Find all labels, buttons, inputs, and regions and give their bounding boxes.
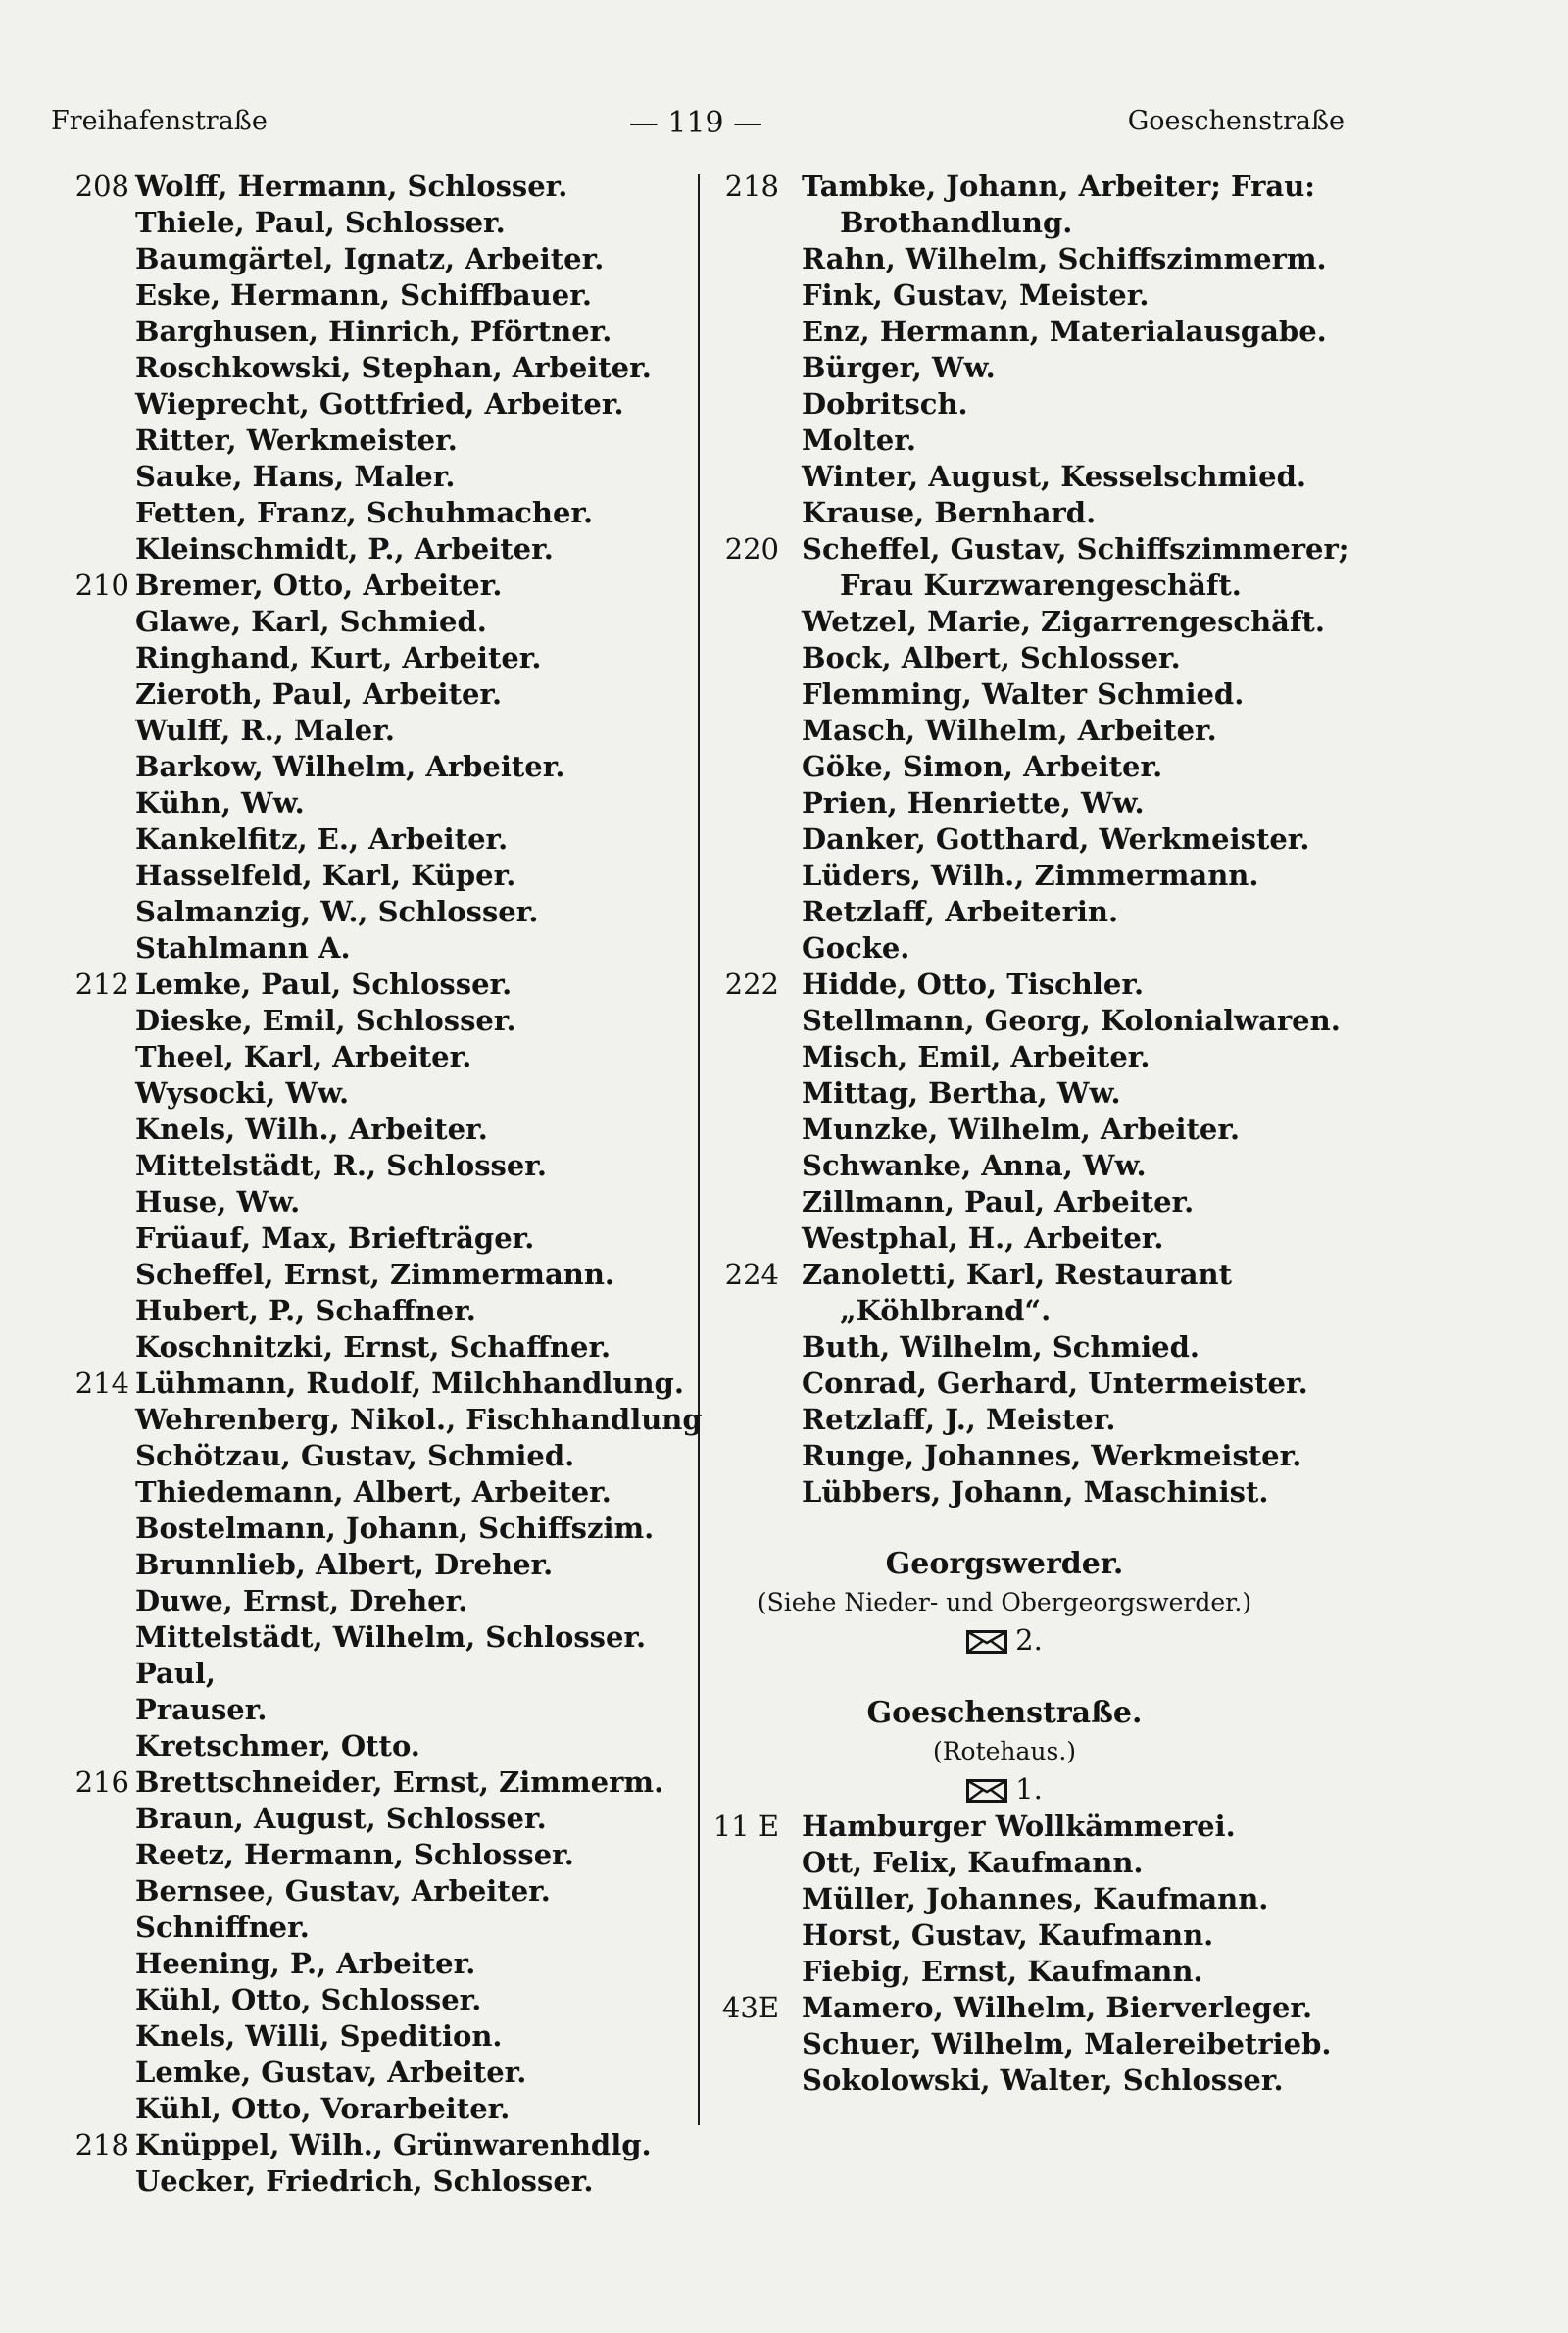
- resident-entry: Wehrenberg, Nikol., Fischhandlung: [135, 1403, 703, 1436]
- resident-entry: Bremer, Otto, Arbeiter.: [135, 569, 503, 602]
- house-number: 212: [74, 968, 129, 1001]
- directory-entry: [51, 1946, 688, 1982]
- directory-entry: [710, 277, 1348, 314]
- resident-entry: Lüders, Wilh., Zimmermann.: [802, 859, 1259, 892]
- resident-entry: Runge, Johannes, Werkmeister.: [802, 1439, 1302, 1472]
- resident-entry: Zillmann, Paul, Arbeiter.: [802, 1185, 1195, 1218]
- resident-entry: Früauf, Max, Briefträger.: [135, 1221, 535, 1255]
- resident-entry: Wysocki, Ww.: [135, 1076, 350, 1110]
- house-number: 222: [724, 968, 779, 1001]
- house-number: 214: [74, 1366, 129, 1400]
- directory-entry: [710, 386, 1348, 422]
- house-number: 43E: [721, 1991, 779, 2024]
- directory-entry: [51, 568, 688, 604]
- directory-entry: [51, 858, 688, 894]
- resident-entry: Ritter, Werkmeister.: [135, 423, 458, 457]
- resident-entry: Danker, Gotthard, Werkmeister.: [802, 822, 1310, 856]
- directory-entry: [51, 2055, 688, 2091]
- resident-entry: Schwanke, Anna, Ww.: [802, 1149, 1147, 1182]
- resident-entry: Bernsee, Gustav, Arbeiter.: [135, 1874, 551, 1908]
- directory-entry: [710, 604, 1348, 640]
- postal-zone-number: 2.: [1015, 1623, 1043, 1657]
- resident-entry: Hamburger Wollkämmerei.: [802, 1810, 1236, 1843]
- resident-entry: Munzke, Wilhelm, Arbeiter.: [802, 1113, 1241, 1146]
- resident-entry: Brettschneider, Ernst, Zimmerm.: [135, 1765, 664, 1799]
- directory-entry: [51, 640, 688, 676]
- resident-entry: Kühl, Otto, Schlosser.: [135, 1983, 482, 2016]
- directory-entry: [710, 169, 1348, 205]
- directory-entry: [51, 459, 688, 495]
- resident-entry: Tambke, Johann, Arbeiter; Frau:: [802, 170, 1315, 203]
- resident-entry: Kankelfitz, E., Arbeiter.: [135, 822, 509, 856]
- resident-entry: Horst, Gustav, Kaufmann.: [802, 1918, 1214, 1952]
- resident-entry: Brothandlung.: [840, 206, 1073, 239]
- resident-entry: Thiele, Paul, Schlosser.: [135, 206, 506, 239]
- directory-entry: [51, 1148, 688, 1184]
- directory-entry: [51, 1801, 688, 1837]
- directory-entry: [710, 1881, 1348, 1917]
- resident-entry: Stellmann, Georg, Kolonialwaren.: [802, 1004, 1341, 1037]
- directory-entry: [51, 1764, 688, 1801]
- resident-entry: Buth, Wilhelm, Schmied.: [802, 1330, 1200, 1364]
- resident-entry: Kretschmer, Otto.: [135, 1729, 420, 1762]
- resident-entry: Prauser.: [135, 1693, 268, 1726]
- directory-entry: [710, 930, 1348, 967]
- resident-entry: Wolff, Hermann, Schlosser.: [135, 170, 568, 203]
- resident-entry: „Köhlbrand“.: [840, 1294, 1052, 1327]
- resident-entry: Sokolowski, Walter, Schlosser.: [802, 2063, 1284, 2097]
- directory-entry: [51, 1329, 688, 1365]
- resident-entry: Dobritsch.: [802, 387, 968, 421]
- directory-entry: [51, 1692, 688, 1728]
- resident-entry: Krause, Bernhard.: [802, 496, 1097, 529]
- directory-entry: [710, 1220, 1348, 1257]
- directory-entry: [710, 1329, 1348, 1365]
- resident-entry: Roschkowski, Stephan, Arbeiter.: [135, 351, 652, 384]
- resident-entry: Brunnlieb, Albert, Dreher.: [135, 1548, 554, 1581]
- resident-entry: Salmanzig, W., Schlosser.: [135, 895, 539, 928]
- directory-entry: [710, 1148, 1348, 1184]
- house-number: 220: [724, 532, 779, 566]
- resident-entry: Lübbers, Johann, Maschinist.: [802, 1475, 1269, 1509]
- directory-entry: [710, 1990, 1348, 2026]
- page-number: — 119 —: [628, 106, 763, 140]
- directory-entry: [51, 386, 688, 422]
- right-column: [710, 169, 1348, 2099]
- resident-entry: Hidde, Otto, Tischler.: [802, 968, 1145, 1001]
- resident-entry: Lühmann, Rudolf, Milchhandlung.: [135, 1366, 684, 1400]
- resident-entry: Schuer, Wilhelm, Malereibetrieb.: [802, 2027, 1332, 2060]
- resident-entry: Schötzau, Gustav, Schmied.: [135, 1439, 575, 1472]
- street-subheading: (Rotehaus.): [932, 1737, 1077, 1765]
- resident-entry: Ringhand, Kurt, Arbeiter.: [135, 641, 542, 674]
- section-spacer: [710, 1660, 1348, 1693]
- directory-entry: [51, 277, 688, 314]
- directory-entry: [51, 1837, 688, 1873]
- resident-entry: Frau Kurzwarengeschäft.: [840, 569, 1242, 602]
- resident-entry: Koschnitzki, Ernst, Schaffner.: [135, 1330, 612, 1364]
- directory-entry: [51, 604, 688, 640]
- directory-entry: [51, 1547, 688, 1583]
- resident-entry: Braun, August, Schlosser.: [135, 1802, 547, 1835]
- resident-entry: Mittelstädt, Wilhelm, Schlosser.: [135, 1620, 647, 1654]
- house-number: 208: [74, 170, 129, 203]
- resident-entry: Bock, Albert, Schlosser.: [802, 641, 1181, 674]
- directory-entry: [51, 1474, 688, 1511]
- directory-entry: [51, 2091, 688, 2127]
- postal-zone: [710, 1620, 1298, 1660]
- house-number: 224: [724, 1258, 779, 1291]
- directory-entry: [710, 749, 1348, 785]
- resident-entry: Stahlmann A.: [135, 931, 351, 965]
- resident-entry: Barghusen, Hinrich, Pförtner.: [135, 315, 612, 348]
- resident-entry: Mamero, Wilhelm, Bierverleger.: [802, 1991, 1313, 2024]
- directory-entry: [710, 459, 1348, 495]
- directory-entry: [51, 676, 688, 713]
- postal-zone: [710, 1769, 1298, 1809]
- directory-entry: [51, 1184, 688, 1220]
- resident-entry: Knüppel, Wilh., Grünwarenhdlg.: [135, 2128, 652, 2161]
- directory-entry: [51, 241, 688, 277]
- directory-entry: [710, 1112, 1348, 1148]
- resident-entry: Lemke, Paul, Schlosser.: [135, 968, 513, 1001]
- resident-entry: Winter, August, Kesselschmied.: [802, 460, 1306, 493]
- directory-entry: [51, 1075, 688, 1112]
- resident-entry: Kühn, Ww.: [135, 786, 305, 819]
- directory-entry: [51, 350, 688, 386]
- directory-entry: [51, 713, 688, 749]
- directory-entry: [710, 531, 1348, 568]
- directory-entry: [710, 568, 1348, 604]
- house-number: 216: [74, 1765, 129, 1799]
- directory-entry: [710, 894, 1348, 930]
- directory-entry: [710, 821, 1348, 858]
- resident-entry: Molter.: [802, 423, 917, 457]
- directory-entry: [710, 1184, 1348, 1220]
- resident-entry: Misch, Emil, Arbeiter.: [802, 1040, 1151, 1073]
- directory-entry: [51, 1112, 688, 1148]
- directory-entry: [51, 1402, 703, 1438]
- directory-entry: [710, 967, 1348, 1003]
- resident-entry: Prien, Henriette, Ww.: [802, 786, 1145, 819]
- envelope-icon: [966, 1630, 1007, 1654]
- resident-entry: Paul,: [135, 1657, 217, 1690]
- street-heading: Goeschenstraße.: [866, 1696, 1143, 1730]
- house-number: 11 E: [712, 1810, 779, 1843]
- directory-entry: [710, 1402, 1348, 1438]
- resident-entry: Wetzel, Marie, Zigarrengeschäft.: [802, 605, 1325, 638]
- directory-entry: [51, 1220, 688, 1257]
- directory-entry: [51, 1873, 688, 1910]
- resident-entry: Retzlaff, J., Meister.: [802, 1403, 1116, 1436]
- resident-entry: Gocke.: [802, 931, 910, 965]
- directory-entry: [710, 422, 1348, 459]
- running-head-right: Goeschenstraße: [1127, 106, 1345, 136]
- resident-entry: Knels, Willi, Spedition.: [135, 2019, 503, 2053]
- directory-entry: [710, 676, 1348, 713]
- resident-entry: Zanoletti, Karl, Restaurant: [802, 1258, 1233, 1291]
- directory-entry: [710, 350, 1348, 386]
- directory-entry: [51, 2127, 688, 2163]
- directory-entry: [51, 314, 688, 350]
- directory-entry: [710, 1293, 1348, 1329]
- resident-entry: Westphal, H., Arbeiter.: [802, 1221, 1164, 1255]
- resident-entry: Ott, Felix, Kaufmann.: [802, 1846, 1144, 1879]
- left-column: [51, 169, 703, 2200]
- resident-entry: Kühl, Otto, Vorarbeiter.: [135, 2092, 511, 2125]
- directory-entry: [51, 821, 688, 858]
- directory-entry: [51, 1910, 688, 1946]
- resident-entry: Scheffel, Ernst, Zimmermann.: [135, 1258, 615, 1291]
- directory-entry: [51, 1583, 688, 1619]
- directory-entry: [710, 1809, 1348, 1845]
- column-divider: [698, 174, 700, 2125]
- resident-entry: Mittag, Bertha, Ww.: [802, 1076, 1121, 1110]
- directory-entry: [51, 1728, 688, 1764]
- resident-entry: Scheffel, Gustav, Schiffszimmerer;: [802, 532, 1349, 566]
- resident-entry: Bürger, Ww.: [802, 351, 996, 384]
- resident-entry: Wulff, R., Maler.: [135, 714, 395, 747]
- resident-entry: Bostelmann, Johann, Schiffszim.: [135, 1512, 655, 1545]
- resident-entry: Theel, Karl, Arbeiter.: [135, 1040, 472, 1073]
- resident-entry: Barkow, Wilhelm, Arbeiter.: [135, 750, 565, 783]
- resident-entry: Baumgärtel, Ignatz, Arbeiter.: [135, 242, 605, 275]
- section-spacer: [710, 1511, 1348, 1544]
- resident-entry: Kleinschmidt, P., Arbeiter.: [135, 532, 554, 566]
- directory-entry: [51, 1982, 688, 2018]
- directory-entry: [710, 205, 1348, 241]
- directory-entry: [710, 1917, 1348, 1954]
- resident-entry: Flemming, Walter Schmied.: [802, 677, 1245, 711]
- directory-entry: [51, 205, 688, 241]
- directory-entry: [710, 1039, 1348, 1075]
- resident-entry: Glawe, Karl, Schmied.: [135, 605, 487, 638]
- resident-entry: Fiebig, Ernst, Kaufmann.: [802, 1955, 1203, 1988]
- directory-entry: [51, 749, 688, 785]
- running-head-left: Freihafenstraße: [51, 106, 268, 136]
- resident-entry: Schniffner.: [135, 1911, 310, 1944]
- directory-entry: [710, 2062, 1348, 2099]
- directory-entry: [710, 785, 1348, 821]
- directory-entry: [710, 1438, 1348, 1474]
- resident-entry: Sauke, Hans, Maler.: [135, 460, 456, 493]
- resident-entry: Uecker, Friedrich, Schlosser.: [135, 2164, 594, 2198]
- resident-entry: Wieprecht, Gottfried, Arbeiter.: [135, 387, 624, 421]
- directory-entry: [51, 894, 688, 930]
- directory-entry: [51, 495, 688, 531]
- directory-entry: [51, 1039, 688, 1075]
- resident-entry: Thiedemann, Albert, Arbeiter.: [135, 1475, 612, 1509]
- resident-entry: Lemke, Gustav, Arbeiter.: [135, 2056, 527, 2089]
- directory-entry: [51, 1511, 688, 1547]
- resident-entry: Heening, P., Arbeiter.: [135, 1947, 476, 1980]
- envelope-icon: [966, 1779, 1007, 1803]
- directory-entry: [51, 2018, 688, 2055]
- directory-entry: [51, 531, 688, 568]
- directory-entry: [710, 1003, 1348, 1039]
- house-number: 210: [74, 569, 129, 602]
- directory-entry: [51, 1293, 688, 1329]
- resident-entry: Hubert, P., Schaffner.: [135, 1294, 476, 1327]
- directory-entry: [51, 1438, 688, 1474]
- directory-entry: [51, 422, 688, 459]
- directory-entry: [710, 640, 1348, 676]
- directory-entry: [710, 241, 1348, 277]
- resident-entry: Hasselfeld, Karl, Küper.: [135, 859, 516, 892]
- resident-entry: Huse, Ww.: [135, 1185, 301, 1218]
- directory-entry: [710, 2026, 1348, 2062]
- resident-entry: Rahn, Wilhelm, Schiffszimmerm.: [802, 242, 1327, 275]
- house-number: 218: [74, 2128, 129, 2161]
- directory-entry: [710, 314, 1348, 350]
- resident-entry: Mittelstädt, R., Schlosser.: [135, 1149, 548, 1182]
- directory-entry: [710, 1474, 1348, 1511]
- directory-entry: [51, 785, 688, 821]
- resident-entry: Conrad, Gerhard, Untermeister.: [802, 1366, 1308, 1400]
- directory-entry: [710, 858, 1348, 894]
- street-heading: Georgswerder.: [885, 1547, 1124, 1581]
- directory-entry: [51, 1656, 688, 1692]
- resident-entry: Eske, Hermann, Schiffbauer.: [135, 278, 592, 312]
- house-number: 218: [724, 170, 779, 203]
- resident-entry: Zieroth, Paul, Arbeiter.: [135, 677, 503, 711]
- directory-entry: [51, 1257, 688, 1293]
- directory-entry: [51, 169, 688, 205]
- directory-entry: [51, 930, 688, 967]
- street-subheading: (Siehe Nieder- und Obergeorgswerder.): [757, 1588, 1252, 1616]
- directory-entry: [51, 2163, 688, 2200]
- directory-entry: [710, 1954, 1348, 1990]
- directory-entry: [710, 1075, 1348, 1112]
- resident-entry: Knels, Wilh., Arbeiter.: [135, 1113, 488, 1146]
- postal-zone-number: 1.: [1015, 1772, 1043, 1806]
- resident-entry: Retzlaff, Arbeiterin.: [802, 895, 1119, 928]
- directory-entry: [710, 495, 1348, 531]
- directory-entry: [51, 1619, 688, 1656]
- resident-entry: Enz, Hermann, Materialausgabe.: [802, 315, 1327, 348]
- resident-entry: Reetz, Hermann, Schlosser.: [135, 1838, 574, 1871]
- directory-entry: [710, 1257, 1348, 1293]
- directory-entry: [710, 1845, 1348, 1881]
- resident-entry: Fetten, Franz, Schuhmacher.: [135, 496, 594, 529]
- directory-entry: [51, 967, 688, 1003]
- directory-entry: [51, 1003, 688, 1039]
- resident-entry: Fink, Gustav, Meister.: [802, 278, 1150, 312]
- directory-entry: [51, 1365, 688, 1402]
- resident-entry: Masch, Wilhelm, Arbeiter.: [802, 714, 1217, 747]
- resident-entry: Duwe, Ernst, Dreher.: [135, 1584, 468, 1617]
- resident-entry: Müller, Johannes, Kaufmann.: [802, 1882, 1269, 1915]
- directory-entry: [710, 1365, 1348, 1402]
- resident-entry: Göke, Simon, Arbeiter.: [802, 750, 1163, 783]
- resident-entry: Dieske, Emil, Schlosser.: [135, 1004, 516, 1037]
- directory-entry: [710, 713, 1348, 749]
